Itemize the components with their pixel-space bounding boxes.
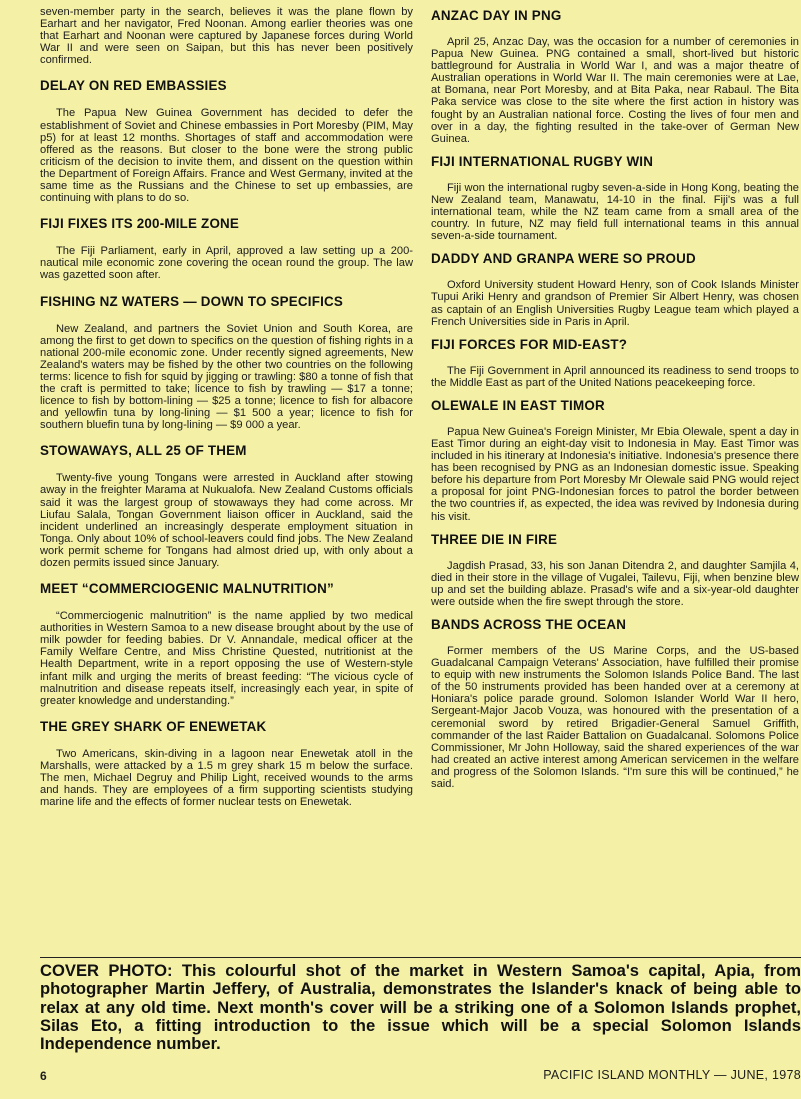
article-three-die	[431, 532, 799, 608]
article-body: April 25, Anzac Day, was the occasion for a number of ceremonies in Papua New Guinea. PNG contained a small, short-lived but historic battleground for Australia in World War I, and was a major theatre of Australian operations in World War II. The main ceremonies were at Lae, at Bomana, near Port Moresby, and at Bita Paka, near Rabaul. The Bita Paka service was close to the site where the first action in history was fought by an Australian national force. Costing the lives of four men and over in a day, the fighting resulted in the take-over of German New Guinea.	[431, 36, 799, 145]
article-fiji-zone	[40, 216, 413, 281]
article-headline: OLEWALE IN EAST TIMOR	[431, 397, 605, 413]
article-nz-fishing	[40, 294, 413, 432]
article-headline: MEET “COMMERCIOGENIC MALNUTRITION”	[40, 581, 334, 597]
article-headline: FIJI FIXES ITS 200-MILE ZONE	[40, 216, 240, 232]
article-headline: FIJI INTERNATIONAL RUGBY WIN	[431, 153, 654, 169]
article-headline: THE GREY SHARK OF ENEWETAK	[40, 718, 267, 734]
article-headline: FISHING NZ WATERS — DOWN TO SPECIFICS	[40, 293, 343, 309]
article-headline: DADDY AND GRANPA WERE SO PROUD	[431, 251, 696, 267]
article-olewale	[431, 398, 799, 523]
article-fiji-rugby	[431, 154, 799, 242]
article-body: New Zealand, and partners the Soviet Union and South Korea, are among the first to get down to specifics on the question of fishing rights in a national 200-mile economic zone. Under recently signed agreements, New Zealand's waters may be fished by the other two countries on the following terms: licence to fish for squid by jigging or trawling: $80 a tonne of fish that the craft is permitted to take; licence to fish by trawling — $17 a tonne; licence to fish by bottom-lining — $25 a tonne; licence to fish for albacore and yellowfin tuna by long-lining — $1 500 a year; licence to fish for southern bluefin tuna by long-lining — $9 000 a year.	[40, 322, 413, 432]
article-red-embassies	[40, 78, 413, 204]
article-headline: ANZAC DAY IN PNG	[431, 8, 562, 23]
article-body: seven-member party in the search, believes it was the plane flown by Earhart and her navigator, Fred Noonan. Among earlier theories was one that Earhart and Noonan were captured by Japanese forces during World War II and were seen on Saipan, but this has never been positively confirmed.	[40, 6, 413, 67]
article-grey-shark	[40, 719, 413, 808]
left-column	[40, 6, 413, 808]
cover-photo-caption: COVER PHOTO: This colourful shot of the market in Western Samoa's capital, Apia, from photographer Martin Jeffery, of Australia, demonstrates the Islander's knack of being able to relax at any old time. Next month's cover will be a striking one of a Solomon Islands prophet, Silas Eto, a fitting introduction to the issue which will be a special Solomon Islands Independence number.	[40, 961, 801, 1054]
article-headline: BANDS ACROSS THE OCEAN	[431, 617, 627, 632]
article-body: Papua New Guinea's Foreign Minister, Mr Ebia Olewale, spent a day in East Timor during an eight-day visit to Indonesia in May. East Timor was included in his itinerary at Indonesia's initiative. Indonesia's presence there has been recognised by PNG as an Indonesian domestic issue. Speaking before his departure from Port Moresby Mr Olewale said PNG would reject a proposal for joint PNG-Indonesian forces to patrol the border between the two countries if, as expected, the idea was revived by Indonesia during his visit.	[431, 425, 799, 523]
article-malnutrition	[40, 581, 413, 707]
article-body: Twenty-five young Tongans were arrested in Auckland after stowing away in the freighter Marama at Nukualofa. New Zealand Customs officials said it was the largest group of stowaways they had come across. Mr Liufau Salala, Tongan Government liaison officer in Auckland, said the incident underlined an increasingly desperate employment situation in Tonga. Only about 10% of school-leavers could find jobs. The New Zealand work permit scheme for Tongans had almost dried up, with only about a dozen permits issued since January.	[40, 472, 413, 569]
article-body: “Commerciogenic malnutrition” is the name applied by two medical authorities in Western Samoa to a new disease brought about by the use of milk powder for feeding babies. Dr V. Annandale, medical officer at the Family Welfare Centre, and Miss Christine Quested, nutritionist at the Health Department, write in a report opposing the use of Western-style infant milk and urging the merits of breast feeding: “The vicious cycle of malnutrition and disease repeats itself, increasingly each year, in spite of greater knowledge and understanding.”	[40, 610, 413, 707]
article-body: The Papua New Guinea Government has decided to defer the establishment of Soviet and Chinese embassies in Port Moresby (PIM, May p5) for at least 12 months. Shortages of staff and accommodation were offered as the reasons. But closer to the bone were the strong public criticism of the decision to invite them, and dissent on the question within the Department of Foreign Affairs. France and West Germany, invited at the same time as the Russians and the Chinese to set up embassies, are continuing with plans to do so.	[40, 107, 413, 205]
article-fiji-forces	[431, 337, 799, 389]
article-stowaways	[40, 443, 413, 569]
article-body: Oxford University student Howard Henry, son of Cook Islands Minister Tupui Ariki Henry and grandson of Premier Sir Albert Henry, was chosen as captain of an English Universities Rugby League team which played a French Universities side in Paris in April.	[431, 279, 799, 328]
article-body: Jagdish Prasad, 33, his son Janan Ditendra 2, and daughter Samjila 4, died in their store in the village of Vugalei, Tailevu, Fiji, when benzine blew up and set the building ablaze. Prasad's wife and a six-year-old daughter were outside when the fire swept through the store.	[431, 559, 799, 608]
article-headline: THREE DIE IN FIRE	[431, 531, 558, 547]
cover-divider	[40, 957, 801, 958]
article-body: The Fiji Government in April announced its readiness to send troops to the Middle East as part of the United Nations peacekeeping force.	[431, 364, 799, 389]
article-anzac-day	[431, 8, 799, 145]
article-body: Two Americans, skin-diving in a lagoon near Enewetak atoll in the Marshalls, were attacked by a 1.5 m grey shark 15 m below the surface. The men, Michael Degruy and Philip Light, received wounds to the arms and hands. They are employees of a firm supporting scientists studying marine life and the effects of former nuclear tests on Enewetak.	[40, 747, 413, 809]
article-body: The Fiji Parliament, early in April, approved a law setting up a 200-nautical mile economic zone covering the ocean round the group. The law was gazetted soon after.	[40, 245, 413, 282]
article-headline: DELAY ON RED EMBASSIES	[40, 78, 227, 94]
page-number: 6	[40, 1069, 47, 1083]
publication-footer: PACIFIC ISLAND MONTHLY — JUNE, 1978	[543, 1068, 801, 1082]
article-daddy-granpa	[431, 251, 799, 327]
article-headline: STOWAWAYS, ALL 25 OF THEM	[40, 443, 247, 459]
article-body: Fiji won the international rugby seven-a-side in Hong Kong, beating the New Zealand team, Manawatu, 14-10 in the final. Fiji's was a full international team, while the NZ team came from a small area of the country. In future, NZ may field full international teams in this annual seven-a-side tournament.	[431, 181, 799, 243]
right-column	[431, 6, 799, 790]
article-bands	[431, 617, 799, 790]
article-body: Former members of the US Marine Corps, and the US-based Guadalcanal Campaign Veterans' Association, have fulfilled their promise to equip with new instruments the Solomon Islands Police Band. The last of the 50 instruments provided has been handed over at a ceremony at Honiara's police parade ground. Solomon Islander World War II hero, Sergeant-Major Jacob Vouza, was honoured with the presentation of a ceremonial sword by retired Brigadier-General Samuel Griffith, commander of the last Raider Battalion on Guadalcanal. Solomons Police Commissioner, Mr John Holloway, said the shared experiences of the war had created an active interest among American servicemen in the welfare and progress of the Solomon Islands. “I'm sure this will be continued,” he said.	[431, 645, 799, 791]
article-headline: FIJI FORCES FOR MID-EAST?	[431, 336, 628, 352]
article-earhart-continued	[40, 6, 413, 66]
